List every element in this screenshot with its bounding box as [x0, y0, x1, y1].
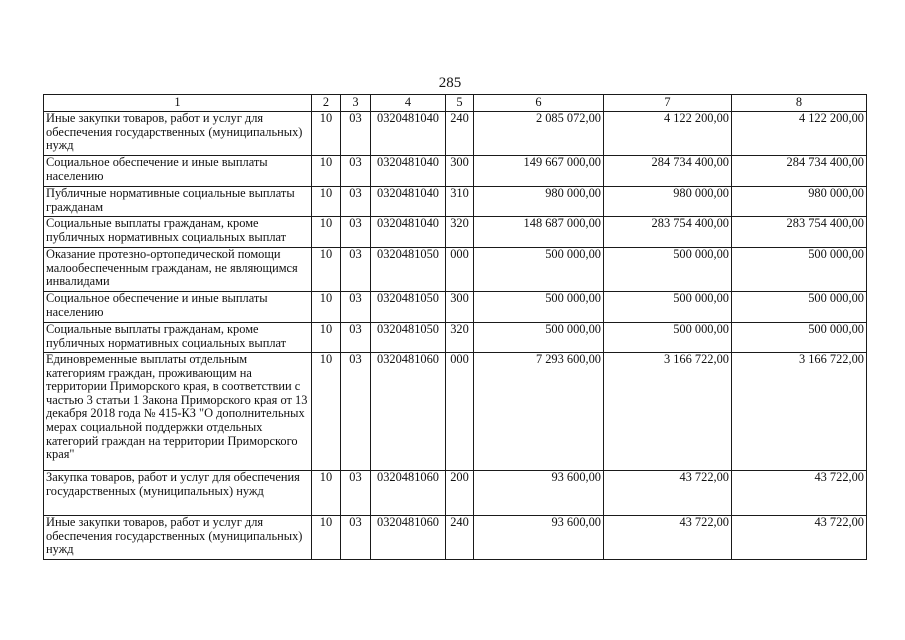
row-description: Социальные выплаты гражданам, кроме публичных нормативных социальных выплат	[44, 323, 312, 353]
table-header-row	[44, 95, 867, 112]
amount-col8: 500 000,00	[732, 323, 867, 353]
row-description: Публичные нормативные социальные выплаты гражданам	[44, 187, 312, 217]
target-article-code: 0320481050	[371, 292, 446, 323]
amount-col8: 284 734 400,00	[732, 156, 867, 187]
amount-col8: 980 000,00	[732, 187, 867, 217]
table-row	[44, 292, 867, 323]
expense-type-code: 300	[446, 292, 474, 323]
table-row	[44, 471, 867, 516]
table-row	[44, 156, 867, 187]
subsection-code: 03	[341, 248, 371, 292]
amount-col7: 4 122 200,00	[604, 112, 732, 156]
amount-col6: 93 600,00	[474, 516, 604, 560]
target-article-code: 0320481060	[371, 516, 446, 560]
column-header: 4	[371, 95, 446, 112]
expense-type-code: 000	[446, 353, 474, 471]
amount-col7: 43 722,00	[604, 516, 732, 560]
target-article-code: 0320481040	[371, 217, 446, 248]
subsection-code: 03	[341, 156, 371, 187]
row-description: Социальное обеспечение и иные выплаты населению	[44, 156, 312, 187]
column-header: 6	[474, 95, 604, 112]
amount-col6: 148 687 000,00	[474, 217, 604, 248]
amount-col6: 2 085 072,00	[474, 112, 604, 156]
section-code: 10	[312, 112, 341, 156]
table-row	[44, 187, 867, 217]
amount-col6: 500 000,00	[474, 248, 604, 292]
amount-col8: 283 754 400,00	[732, 217, 867, 248]
amount-col7: 43 722,00	[604, 471, 732, 516]
target-article-code: 0320481050	[371, 323, 446, 353]
amount-col6: 149 667 000,00	[474, 156, 604, 187]
table-row	[44, 112, 867, 156]
amount-col6: 980 000,00	[474, 187, 604, 217]
subsection-code: 03	[341, 323, 371, 353]
section-code: 10	[312, 217, 341, 248]
expense-type-code: 000	[446, 248, 474, 292]
section-code: 10	[312, 187, 341, 217]
amount-col7: 500 000,00	[604, 323, 732, 353]
amount-col7: 500 000,00	[604, 292, 732, 323]
target-article-code: 0320481060	[371, 471, 446, 516]
target-article-code: 0320481040	[371, 187, 446, 217]
section-code: 10	[312, 248, 341, 292]
amount-col7: 3 166 722,00	[604, 353, 732, 471]
row-description: Социальные выплаты гражданам, кроме публичных нормативных социальных выплат	[44, 217, 312, 248]
amount-col8: 500 000,00	[732, 292, 867, 323]
amount-col7: 980 000,00	[604, 187, 732, 217]
column-header: 1	[44, 95, 312, 112]
subsection-code: 03	[341, 353, 371, 471]
column-header: 3	[341, 95, 371, 112]
table-row	[44, 323, 867, 353]
amount-col7: 500 000,00	[604, 248, 732, 292]
column-header: 5	[446, 95, 474, 112]
expense-type-code: 320	[446, 217, 474, 248]
subsection-code: 03	[341, 112, 371, 156]
subsection-code: 03	[341, 217, 371, 248]
expense-type-code: 320	[446, 323, 474, 353]
amount-col8: 500 000,00	[732, 248, 867, 292]
target-article-code: 0320481040	[371, 156, 446, 187]
section-code: 10	[312, 471, 341, 516]
table-row	[44, 516, 867, 560]
row-description: Оказание протезно-ортопедической помощи малообеспеченным гражданам, не являющимся инвалидами	[44, 248, 312, 292]
row-description: Иные закупки товаров, работ и услуг для обеспечения государственных (муниципальных) нужд	[44, 112, 312, 156]
amount-col8: 3 166 722,00	[732, 353, 867, 471]
row-description: Закупка товаров, работ и услуг для обеспечения государственных (муниципальных) нужд	[44, 471, 312, 516]
amount-col7: 284 734 400,00	[604, 156, 732, 187]
amount-col8: 43 722,00	[732, 471, 867, 516]
expense-type-code: 200	[446, 471, 474, 516]
section-code: 10	[312, 353, 341, 471]
row-description: Единовременные выплаты отдельным категориям граждан, проживающим на территории Приморского края, в соответствии с частью 3 статьи 1 Закона Приморского края от 13 декабря 2018 года № 415-КЗ "О дополнительных мерах социальной поддержки отдельных категорий граждан на территории Приморского края"	[44, 353, 312, 471]
subsection-code: 03	[341, 516, 371, 560]
column-header: 8	[732, 95, 867, 112]
expense-type-code: 240	[446, 112, 474, 156]
amount-col6: 93 600,00	[474, 471, 604, 516]
target-article-code: 0320481040	[371, 112, 446, 156]
table-row	[44, 217, 867, 248]
subsection-code: 03	[341, 187, 371, 217]
target-article-code: 0320481050	[371, 248, 446, 292]
subsection-code: 03	[341, 471, 371, 516]
amount-col6: 500 000,00	[474, 323, 604, 353]
amount-col7: 283 754 400,00	[604, 217, 732, 248]
expense-type-code: 310	[446, 187, 474, 217]
row-description: Иные закупки товаров, работ и услуг для обеспечения государственных (муниципальных) нужд	[44, 516, 312, 560]
section-code: 10	[312, 156, 341, 187]
table-row	[44, 248, 867, 292]
amount-col8: 4 122 200,00	[732, 112, 867, 156]
column-header: 2	[312, 95, 341, 112]
section-code: 10	[312, 292, 341, 323]
amount-col8: 43 722,00	[732, 516, 867, 560]
table-row	[44, 353, 867, 471]
subsection-code: 03	[341, 292, 371, 323]
budget-table	[43, 94, 867, 560]
section-code: 10	[312, 516, 341, 560]
amount-col6: 500 000,00	[474, 292, 604, 323]
expense-type-code: 240	[446, 516, 474, 560]
page-number: 285	[438, 75, 462, 91]
column-header: 7	[604, 95, 732, 112]
expense-type-code: 300	[446, 156, 474, 187]
section-code: 10	[312, 323, 341, 353]
target-article-code: 0320481060	[371, 353, 446, 471]
row-description: Социальное обеспечение и иные выплаты населению	[44, 292, 312, 323]
amount-col6: 7 293 600,00	[474, 353, 604, 471]
